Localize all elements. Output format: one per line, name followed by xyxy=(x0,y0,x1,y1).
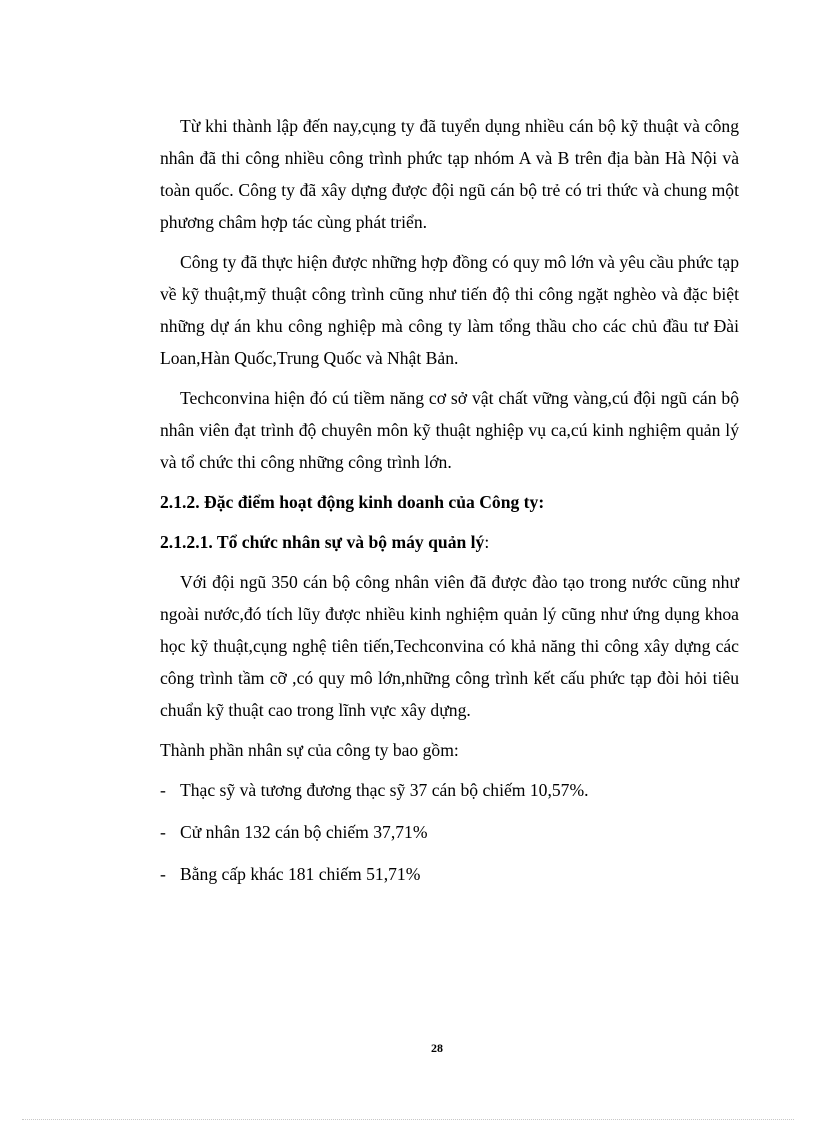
document-body xyxy=(160,110,739,900)
page-number: 28 xyxy=(431,1041,443,1055)
list-item xyxy=(160,816,739,848)
bullet-dash: - xyxy=(160,822,166,842)
paragraph-contracts: Công ty đã thực hiện được những hợp đồng có quy mô lớn và yêu cầu phức tạp về kỹ thuật,mỹ thuật công trình cũng như tiến độ thi công ngặt nghèo và đặc biệt những dự án khu công nghiệp mà công ty làm tổng thầu cho các chủ đầu tư Đài Loan,Hàn Quốc,Trung Quốc và Nhật Bản. xyxy=(160,252,739,368)
staff-composition-list xyxy=(160,774,739,890)
subsection-heading-colon: : xyxy=(484,532,490,552)
list-item-text: Bằng cấp khác 181 chiếm 51,71% xyxy=(180,864,421,884)
subsection-heading-text: 2.1.2.1. Tổ chức nhân sự và bộ máy quản lý xyxy=(160,532,485,552)
paragraph-company-history: Từ khi thành lập đến nay,cụng ty đã tuyển dụng nhiều cán bộ kỹ thuật và công nhân đã thi công nhiều công trình phức tạp nhóm A và B trên địa bàn Hà Nội và toàn quốc. Công ty đã xây dựng được đội ngũ cán bộ trẻ có tri thức và chung một phương châm hợp tác cùng phát triển. xyxy=(160,116,739,232)
list-item-text: Cử nhân 132 cán bộ chiếm 37,71% xyxy=(180,822,428,842)
list-item-text: Thạc sỹ và tương đương thạc sỹ 37 cán bộ chiếm 10,57%. xyxy=(180,780,589,800)
section-heading-business-characteristics: 2.1.2. Đặc điểm hoạt động kinh doanh của Công ty: xyxy=(160,492,545,512)
footer-divider xyxy=(22,1119,794,1120)
paragraph-capabilities: Techconvina hiện đó cú tiềm năng cơ sở vật chất vững vàng,cú đội ngũ cán bộ nhân viên đạt trình độ chuyên môn kỹ thuật nghiệp vụ ca,cú kinh nghiệm quản lý và tổ chức thi công những công trình lớn. xyxy=(160,388,739,472)
bullet-dash: - xyxy=(160,780,166,800)
paragraph-staff: Với đội ngũ 350 cán bộ công nhân viên đã được đào tạo trong nước cũng như ngoài nước,đó tích lũy được nhiều kinh nghiệm quản lý cũng như ứng dụng khoa học kỹ thuật,cụng nghệ tiên tiến,Techconvina có khả năng thi công xây dựng các công trình tầm cỡ ,có quy mô lớn,những công trình kết cấu phức tạp đòi hỏi tiêu chuẩn kỹ thuật cao trong lĩnh vực xây dựng. xyxy=(160,572,739,720)
subsection-heading-organization xyxy=(160,526,739,558)
composition-intro: Thành phần nhân sự của công ty bao gồm: xyxy=(160,740,459,760)
bullet-dash: - xyxy=(160,864,166,884)
list-item xyxy=(160,858,739,890)
list-item xyxy=(160,774,739,806)
